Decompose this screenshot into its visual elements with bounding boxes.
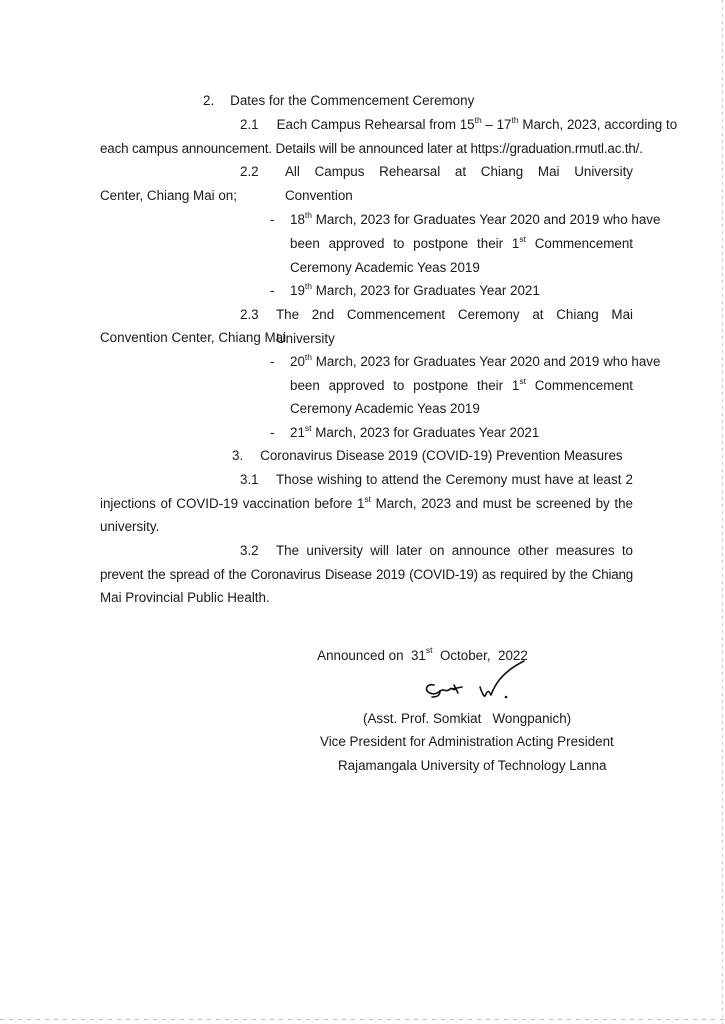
item-2-2-bullet-1-line-3: Ceremony Academic Yeas 2019 <box>290 260 480 275</box>
section-2-heading <box>203 89 474 113</box>
item-2-1-line-1 <box>240 113 677 137</box>
superscript: th <box>511 114 519 125</box>
handwritten-signature <box>418 655 530 707</box>
bullet-dash: - <box>270 425 275 440</box>
scan-edge-right <box>722 0 723 1024</box>
section-2-number: 2. <box>203 93 215 108</box>
section-3-heading <box>232 444 623 468</box>
bullet-text: March, 2023 for Graduates Year 2020 and 2019 who have <box>312 212 661 227</box>
bullet-dash: - <box>270 283 275 298</box>
bullet-dash: - <box>270 212 275 227</box>
superscript: st <box>519 375 526 386</box>
scan-edge-bottom <box>0 1019 725 1020</box>
item-3-2-number: 3.2 <box>240 543 259 558</box>
bullet-text: March, 2023 for Graduates Year 2021 <box>311 425 540 440</box>
superscript: st <box>364 493 372 504</box>
bullet-text-end: Commencement <box>525 236 633 251</box>
date-day: 20 <box>290 354 305 369</box>
signatory-name: (Asst. Prof. Somkiat Wongpanich) <box>363 711 572 726</box>
date-day: 21 <box>290 425 305 440</box>
item-2-3-bullet-1-line-1 <box>290 350 660 374</box>
superscript: st <box>425 645 433 656</box>
section-3-number: 3. <box>232 448 244 463</box>
item-2-2-bullet-1-line-1 <box>290 208 660 232</box>
item-3-1-number: 3.1 <box>240 472 259 487</box>
superscript: st <box>304 422 312 433</box>
announced-text-end: October, 2022 <box>432 647 528 663</box>
item-2-3-bullet-1-line-3: Ceremony Academic Yeas 2019 <box>290 401 480 416</box>
superscript: th <box>304 351 312 362</box>
item-2-3-line-1: The 2nd Commencement Ceremony at Chiang Mai University <box>276 307 633 346</box>
bullet-text: been approved to postpone their 1 <box>290 236 520 251</box>
item-3-2-line-2: prevent the spread of the Coronavirus Disease 2019 (COVID-19) as required by the Chiang <box>100 567 633 582</box>
item-2-3-bullet-1-line-2 <box>290 374 633 398</box>
superscript: th <box>304 280 312 291</box>
announced-text: Announced on 31 <box>317 647 426 663</box>
item-2-3-bullet-2 <box>290 421 539 445</box>
item-2-1-text: Each Campus Rehearsal from 15 <box>276 117 475 132</box>
signatory-organization: Rajamangala University of Technology Lanna <box>338 758 607 773</box>
signatory-title: Vice President for Administration Acting President <box>320 734 614 749</box>
bullet-dash: - <box>270 354 275 369</box>
item-3-2-line-3: Mai Provincial Public Health. <box>100 590 270 605</box>
item-2-2-line-2: Center, Chiang Mai on; <box>100 188 237 203</box>
item-2-1-text-mid: – 17 <box>481 117 512 132</box>
bullet-text: been approved to postpone their 1 <box>290 378 520 393</box>
item-2-2-number: 2.2 <box>240 164 259 179</box>
item-text: injections of COVID-19 vaccination before 1 <box>100 496 365 511</box>
superscript: th <box>304 209 312 220</box>
bullet-text: March, 2023 for Graduates Year 2020 and 2019 who have <box>312 354 661 369</box>
date-day: 19 <box>290 283 305 298</box>
superscript: st <box>519 233 526 244</box>
superscript: th <box>474 114 482 125</box>
item-3-1-line-3: university. <box>100 519 160 534</box>
item-3-1-line-1: Those wishing to attend the Ceremony must have at least 2 <box>276 472 633 487</box>
item-2-1-number: 2.1 <box>240 117 259 132</box>
section-2-title: Dates for the Commencement Ceremony <box>230 93 475 108</box>
item-3-2-line-1: The university will later on announce other measures to <box>276 543 633 558</box>
item-2-2-line-1: All Campus Rehearsal at Chiang Mai University Convention <box>285 164 633 203</box>
item-2-3-number: 2.3 <box>240 307 259 322</box>
item-2-1-line-2: each campus announcement. Details will be announced later at https://graduation.rmutl.ac.th/. <box>100 141 643 156</box>
item-2-2-bullet-1-line-2 <box>290 232 633 256</box>
bullet-text-end: Commencement <box>525 378 633 393</box>
date-day: 18 <box>290 212 305 227</box>
item-3-1-line-2 <box>100 492 633 516</box>
section-3-title: Coronavirus Disease 2019 (COVID-19) Prevention Measures <box>260 448 623 463</box>
item-text-end: March, 2023 and must be screened by the <box>371 496 634 511</box>
bullet-text: March, 2023 for Graduates Year 2021 <box>312 283 540 298</box>
item-2-2-bullet-2 <box>290 279 540 303</box>
item-2-3-line-2: Convention Center, Chiang Mai <box>100 330 287 345</box>
item-2-1-text-end: March, 2023, according to <box>518 117 678 132</box>
